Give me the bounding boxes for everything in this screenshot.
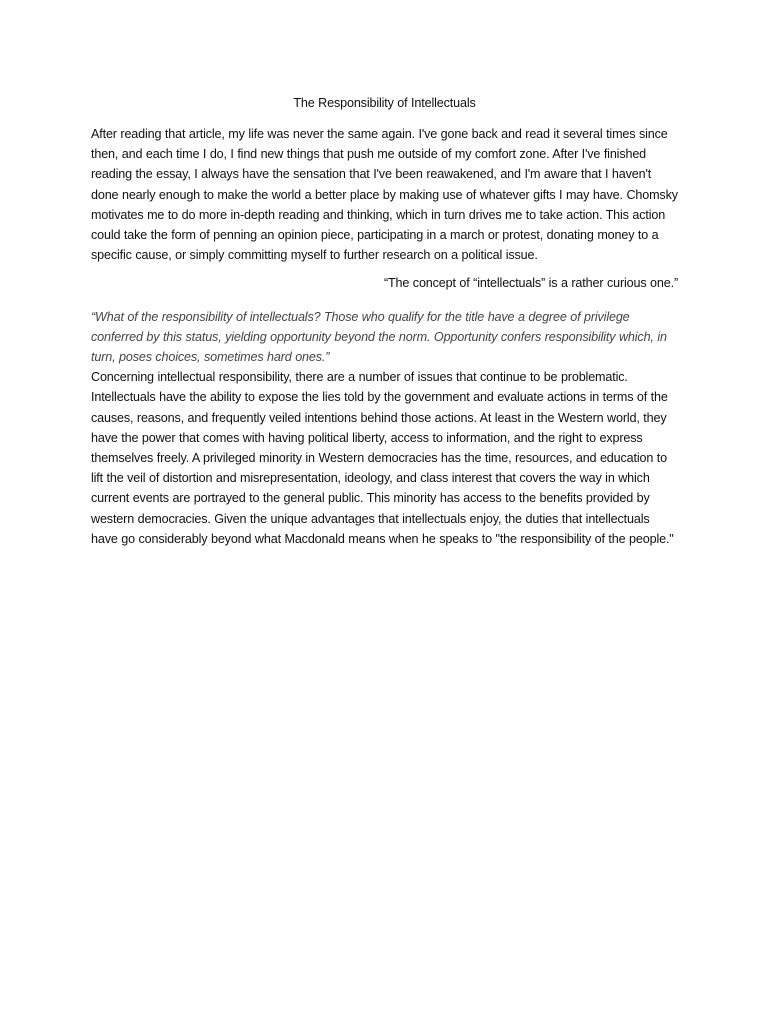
pull-quote: “The concept of “intellectuals” is a rather curious one.” <box>383 276 678 291</box>
block-quote: “What of the responsibility of intellectuals? Those who qualify for the title have a degree of privilege conferred by this status, yielding opportunity beyond the norm. Opportunity confers responsibility which, in turn, poses choices, sometimes hard ones.” <box>91 309 667 365</box>
document-body <box>91 93 678 549</box>
body-paragraph-2: Concerning intellectual responsibility, there are a number of issues that continue to be problematic. Intellectuals have the ability to expose the lies told by the government and evaluate actions in terms of the causes, reasons, and frequently veiled intentions behind those actions. At least in the Western world, they have the power that comes with having political liberty, access to information, and the right to express themselves freely. A privileged minority in Western democracies has the time, resources, and education to lift the veil of distortion and misrepresentation, ideology, and class interest that covers the way in which current events are portrayed to the general public. This minority has access to the benefits provided by western democracies. Given the unique advantages that intellectuals enjoy, the duties that intellectuals have go considerably beyond what Macdonald means when he speaks to "the responsibility of the people." <box>91 370 674 546</box>
body-paragraph-1: After reading that article, my life was never the same again. I've gone back and read it several times since then, and each time I do, I find new things that push me outside of my comfort zone. After I've finished reading the essay, I always have the sensation that I've been reawakened, and I'm aware that I haven't done nearly enough to make the world a better place by making use of whatever gifts I may have. Chomsky motivates me to do more in-depth reading and thinking, which in turn drives me to take action. This action could take the form of penning an opinion piece, participating in a march or protest, donating money to a specific cause, or simply committing myself to further research on a political issue. <box>91 127 678 263</box>
document-title: The Responsibility of Intellectuals <box>293 96 476 110</box>
